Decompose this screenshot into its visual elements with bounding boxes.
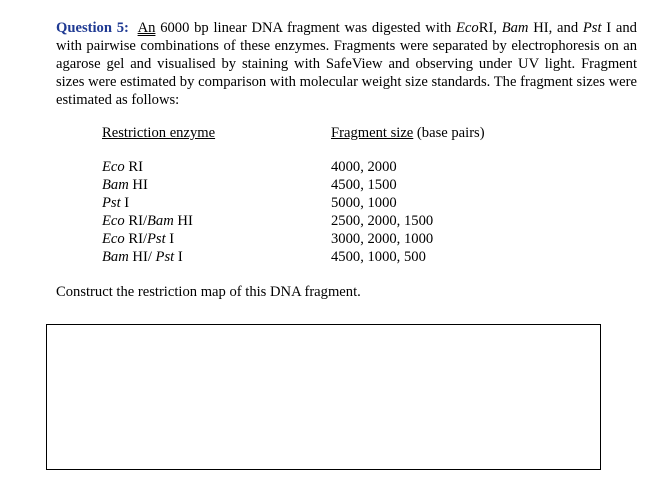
bamhi-rest: HI, and xyxy=(528,20,583,36)
enzyme-italic: Pst xyxy=(155,249,175,265)
enzyme-rest: RI/ xyxy=(124,213,147,229)
table-row xyxy=(0,212,658,230)
question-an-word: An xyxy=(137,20,156,36)
enzyme-rest: HI/ xyxy=(128,249,156,265)
enzyme-italic: Pst xyxy=(102,195,121,211)
question-text-part: I and with pairwise combinations of these enzymes. Fragments were separated by electrophoresis on an agarose gel and visualised by staining with SafeView and observing under UV light. Fragment sizes were estimated by comparison with molecular weight size standards. The fragment sizes were estimated as follows: xyxy=(56,20,637,108)
fragment-sizes-cell: 4500, 1500 xyxy=(331,177,397,193)
enzyme-rest: HI xyxy=(128,177,148,193)
enzyme-rest: RI xyxy=(124,159,143,175)
question-text-part: 6000 bp linear DNA fragment was digested with xyxy=(155,20,457,36)
enzyme-cell xyxy=(102,194,129,212)
table-row xyxy=(0,248,658,266)
psti-italic: Pst xyxy=(582,20,602,36)
enzyme-italic: Bam xyxy=(147,213,174,229)
ecori-rest: RI, xyxy=(478,20,502,36)
enzyme-italic: Bam xyxy=(102,249,129,265)
enzyme-cell xyxy=(102,230,174,248)
enzyme-italic: Pst xyxy=(147,231,166,247)
fragment-sizes-cell: 5000, 1000 xyxy=(331,195,397,211)
enzyme-rest: I xyxy=(174,249,183,265)
table-row xyxy=(0,158,658,176)
enzyme-rest: I xyxy=(165,231,175,247)
enzyme-italic: Eco xyxy=(102,231,125,247)
enzyme-table xyxy=(0,158,658,266)
enzyme-cell xyxy=(102,158,143,176)
enzyme-italic: Eco xyxy=(102,159,125,175)
bamhi-italic: Bam xyxy=(501,20,529,36)
fragment-sizes-cell: 2500, 2000, 1500 xyxy=(331,213,434,229)
ecori-italic: Eco xyxy=(456,20,479,36)
enzyme-cell xyxy=(102,176,148,194)
instruction-text: Construct the restriction map of this DNA fragment. xyxy=(56,284,361,300)
question-paragraph xyxy=(56,19,637,109)
table-row xyxy=(0,176,658,194)
table-row xyxy=(0,194,658,212)
enzyme-italic: Bam xyxy=(102,177,129,193)
fragment-sizes-cell: 4500, 1000, 500 xyxy=(331,249,426,265)
header-restriction-enzyme: Restriction enzyme xyxy=(102,125,216,141)
answer-box[interactable] xyxy=(46,324,601,470)
fragment-sizes-cell: 3000, 2000, 1000 xyxy=(331,231,434,247)
question-label: Question 5: xyxy=(56,20,129,36)
enzyme-rest: RI/ xyxy=(124,231,147,247)
enzyme-cell xyxy=(102,212,193,230)
enzyme-italic: Eco xyxy=(102,213,125,229)
header-fragment-size-label: Fragment size xyxy=(331,125,414,141)
fragment-sizes-cell: 4000, 2000 xyxy=(331,159,397,175)
enzyme-rest: HI xyxy=(173,213,193,229)
table-row xyxy=(0,230,658,248)
header-fragment-size xyxy=(331,124,485,142)
enzyme-rest: I xyxy=(120,195,130,211)
enzyme-cell xyxy=(102,248,183,266)
header-fragment-unit: (base pairs) xyxy=(413,125,485,141)
